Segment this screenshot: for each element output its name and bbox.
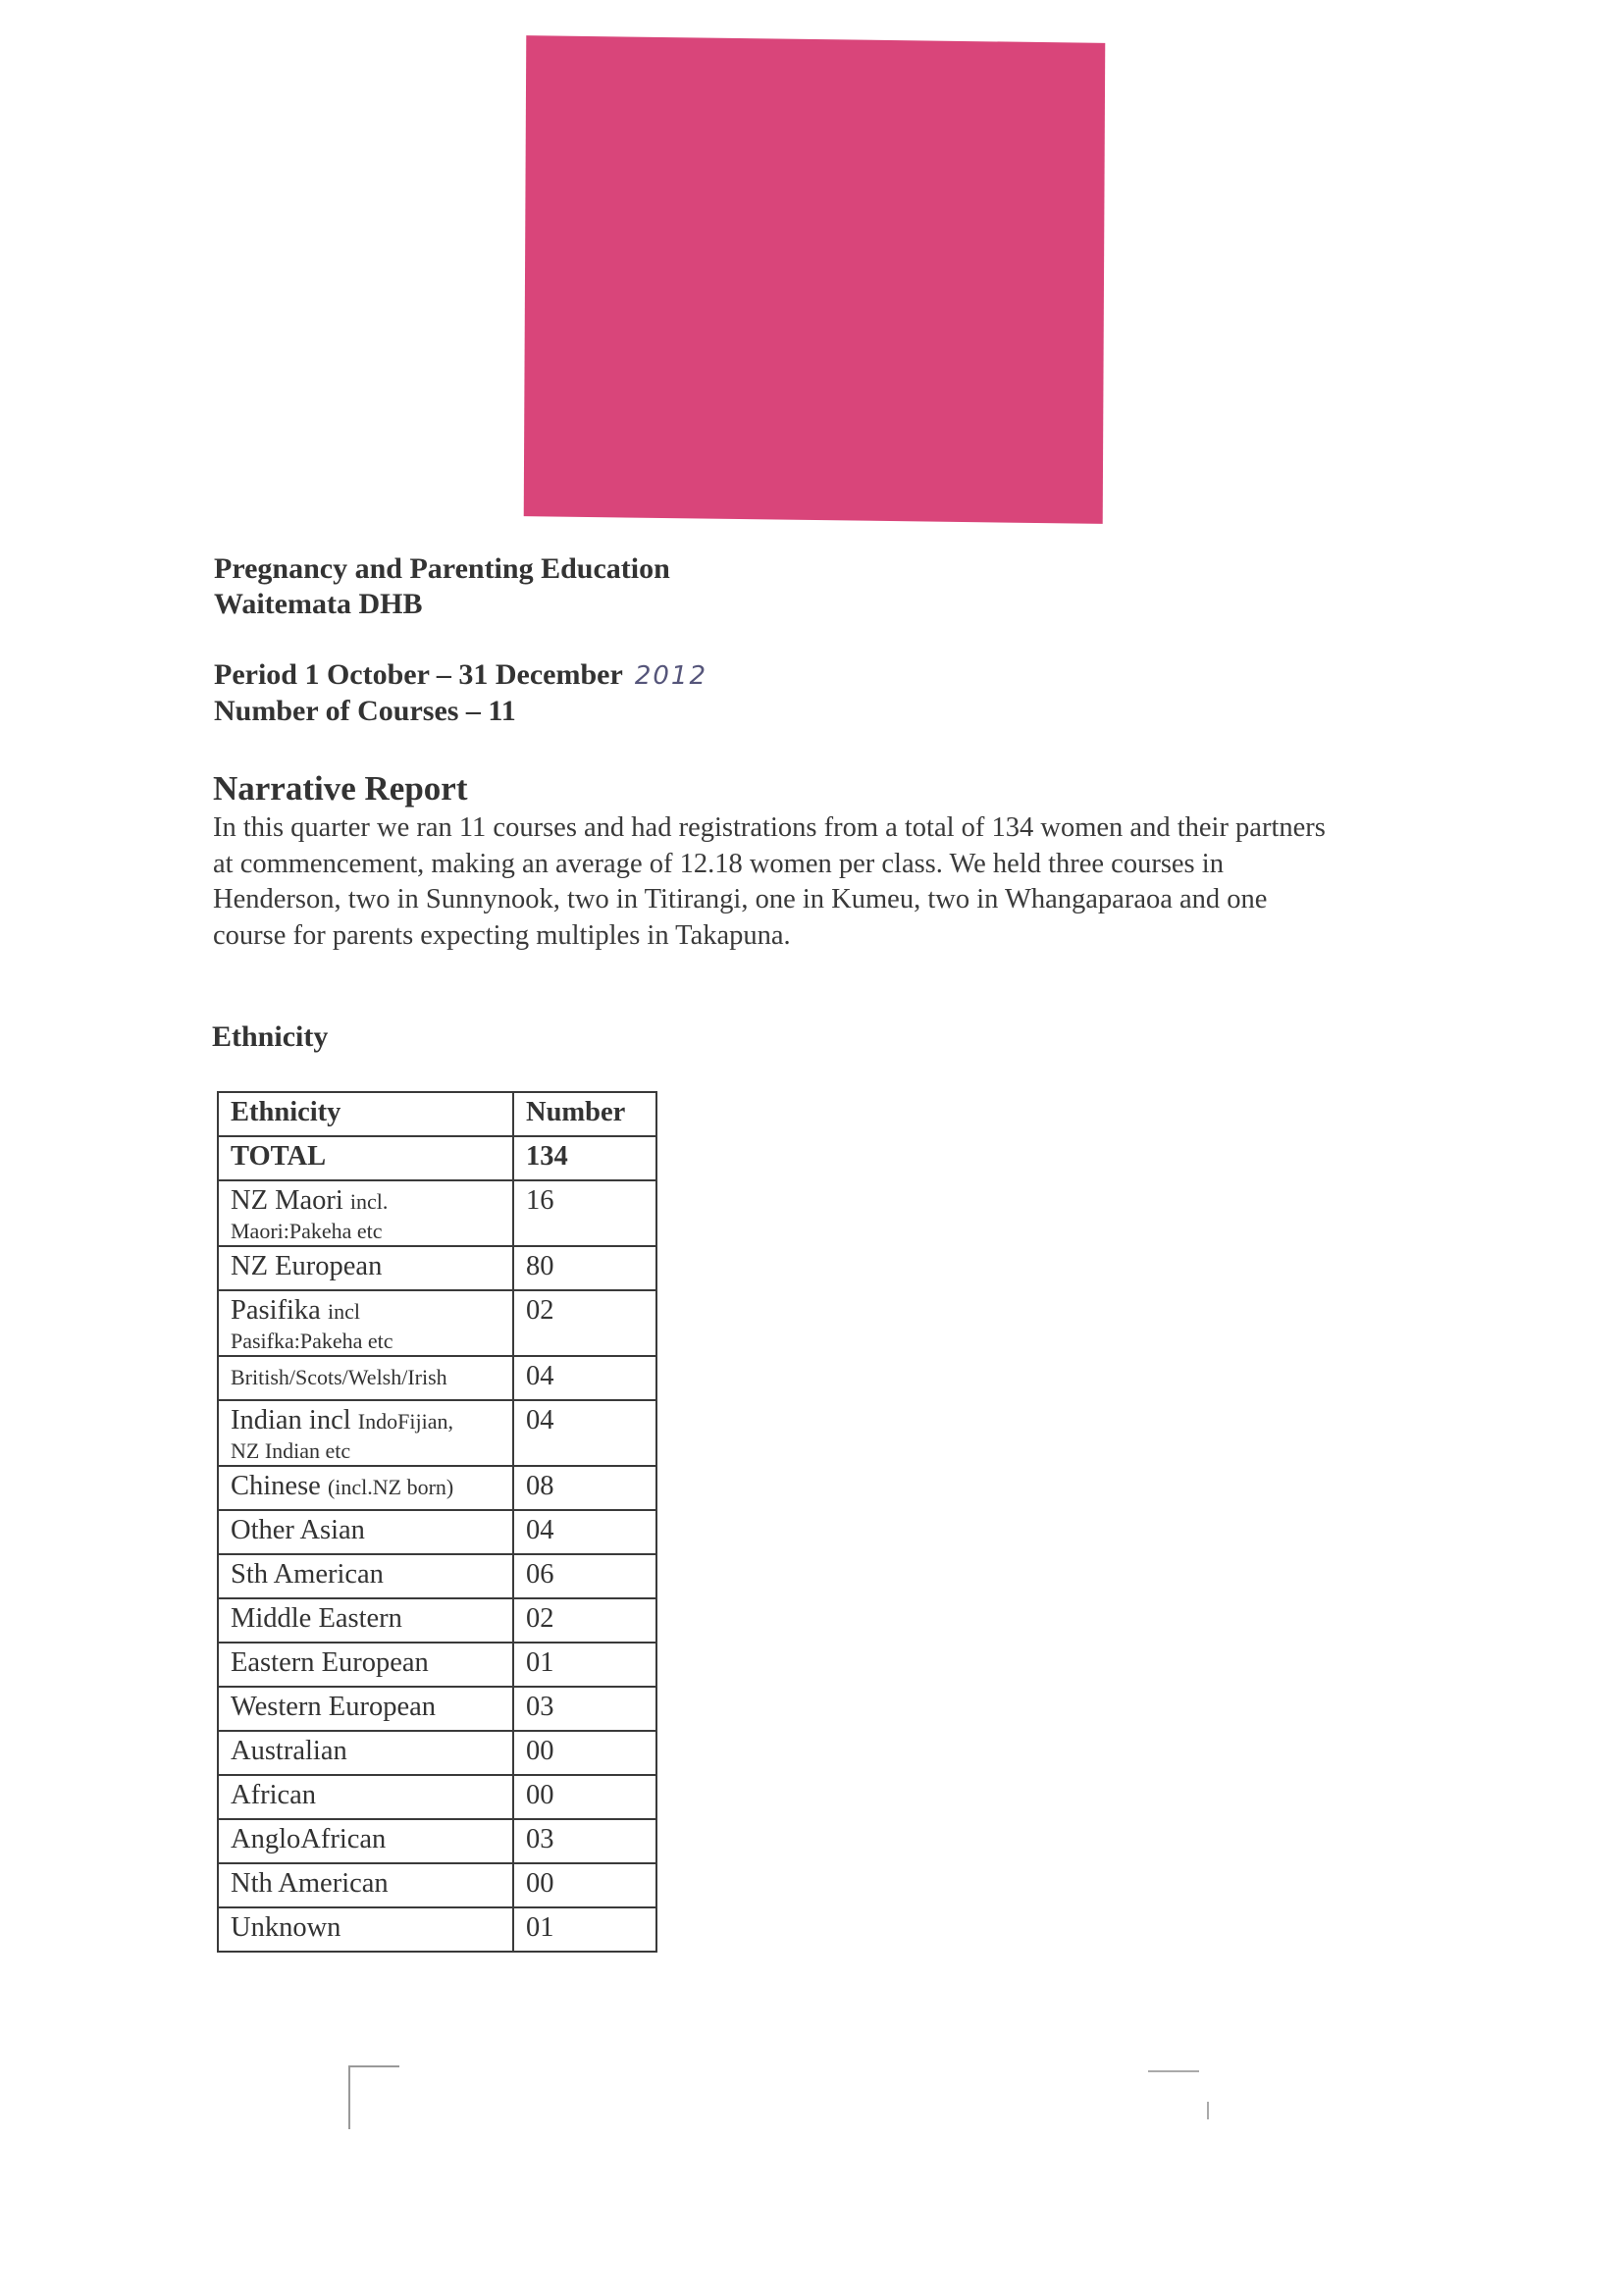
redacted-logo-block [524,35,1106,524]
ethnicity-cell [218,1643,513,1687]
header-ethnicity: Ethnicity [218,1092,513,1136]
scan-mark [348,2065,350,2129]
table-row [218,1731,656,1775]
ethnicity-qualifier: IndoFijian, [357,1409,453,1434]
table-row [218,1819,656,1863]
ethnicity-cell [218,1863,513,1907]
ethnicity-name: Pasifika [231,1295,321,1326]
ethnicity-name: Nth American [231,1868,389,1899]
number-cell: 00 [513,1863,656,1907]
ethnicity-name: NZ Maori [231,1185,343,1216]
ethnicity-name: Other Asian [231,1515,365,1545]
ethnicity-cell [218,1907,513,1952]
ethnicity-section-label: Ethnicity [212,1020,329,1053]
narrative-body: In this quarter we ran 11 courses and had registrations from a total of 134 women and their partners at commencement, making an average of 12.18 women per class. We held three courses in Henderson, two in Sunnynook, two in Titirangi, one in Kumeu, two in Whangaparaoa and one course for parents expecting multiples in Takapuna. [213,812,1326,951]
number-cell: 02 [513,1598,656,1643]
scan-mark [1148,2070,1199,2072]
ethnicity-cell [218,1819,513,1863]
table-row [218,1643,656,1687]
table-row [218,1554,656,1598]
ethnicity-qualifier: incl [327,1299,360,1324]
table-row [218,1356,656,1400]
ethnicity-name: NZ European [231,1251,383,1281]
number-cell: 04 [513,1400,656,1466]
number-cell: 06 [513,1554,656,1598]
table-row [218,1598,656,1643]
table-row [218,1400,656,1466]
ethnicity-cell [218,1400,513,1466]
ethnicity-qualifier: (incl.NZ born) [327,1475,454,1499]
number-cell: 00 [513,1731,656,1775]
number-cell: 01 [513,1643,656,1687]
number-cell: 08 [513,1466,656,1510]
number-cell: 01 [513,1907,656,1952]
period-info [214,657,707,729]
ethnicity-name: AngloAfrican [231,1824,387,1854]
ethnicity-cell [218,1356,513,1400]
ethnicity-cell [218,1731,513,1775]
table-row [218,1510,656,1554]
number-cell: 80 [513,1246,656,1290]
number-cell: 02 [513,1290,656,1356]
total-label: TOTAL [218,1136,513,1180]
header-number: Number [513,1092,656,1136]
ethnicity-name: Indian incl [231,1405,351,1435]
ethnicity-name: Unknown [231,1912,341,1943]
scan-mark [1207,2102,1209,2119]
ethnicity-cell [218,1775,513,1819]
organization-header [214,551,670,622]
ethnicity-name: Middle Eastern [231,1603,402,1634]
table-row [218,1466,656,1510]
period-line [214,657,707,694]
ethnicity-cell [218,1510,513,1554]
ethnicity-cell [218,1687,513,1731]
number-cell: 04 [513,1510,656,1554]
number-cell: 16 [513,1180,656,1246]
total-value: 134 [513,1136,656,1180]
ethnicity-name: African [231,1780,317,1810]
table-row [218,1180,656,1246]
ethnicity-cell [218,1180,513,1246]
number-cell: 04 [513,1356,656,1400]
table-row [218,1863,656,1907]
ethnicity-cell [218,1466,513,1510]
ethnicity-subnote: NZ Indian etc [231,1438,351,1463]
ethnicity-qualifier: British/Scots/Welsh/Irish [231,1365,447,1389]
handwritten-year: 2012 [634,661,707,691]
ethnicity-table [217,1091,657,1953]
org-title: Pregnancy and Parenting Education [214,552,670,585]
scan-mark [350,2065,399,2067]
ethnicity-cell [218,1290,513,1356]
ethnicity-table-body [218,1092,656,1952]
narrative-heading: Narrative Report [213,769,468,808]
ethnicity-cell [218,1554,513,1598]
ethnicity-qualifier: incl. [349,1189,389,1214]
ethnicity-subnote: Pasifka:Pakeha etc [231,1329,393,1353]
ethnicity-name: Sth American [231,1559,384,1590]
ethnicity-name: Chinese [231,1471,321,1501]
table-header-row [218,1092,656,1136]
number-cell: 03 [513,1819,656,1863]
number-cell: 03 [513,1687,656,1731]
ethnicity-name: Eastern European [231,1647,429,1678]
number-cell: 00 [513,1775,656,1819]
ethnicity-name: Western European [231,1692,436,1722]
table-row [218,1687,656,1731]
table-row [218,1290,656,1356]
courses-line: Number of Courses – 11 [214,695,516,727]
ethnicity-subnote: Maori:Pakeha etc [231,1219,383,1243]
table-row [218,1907,656,1952]
org-subtitle: Waitemata DHB [214,588,423,620]
period-label: Period 1 October – 31 December [214,658,623,691]
table-total-row [218,1136,656,1180]
ethnicity-name: Australian [231,1736,347,1766]
ethnicity-cell [218,1246,513,1290]
table-row [218,1775,656,1819]
ethnicity-cell [218,1598,513,1643]
table-row [218,1246,656,1290]
